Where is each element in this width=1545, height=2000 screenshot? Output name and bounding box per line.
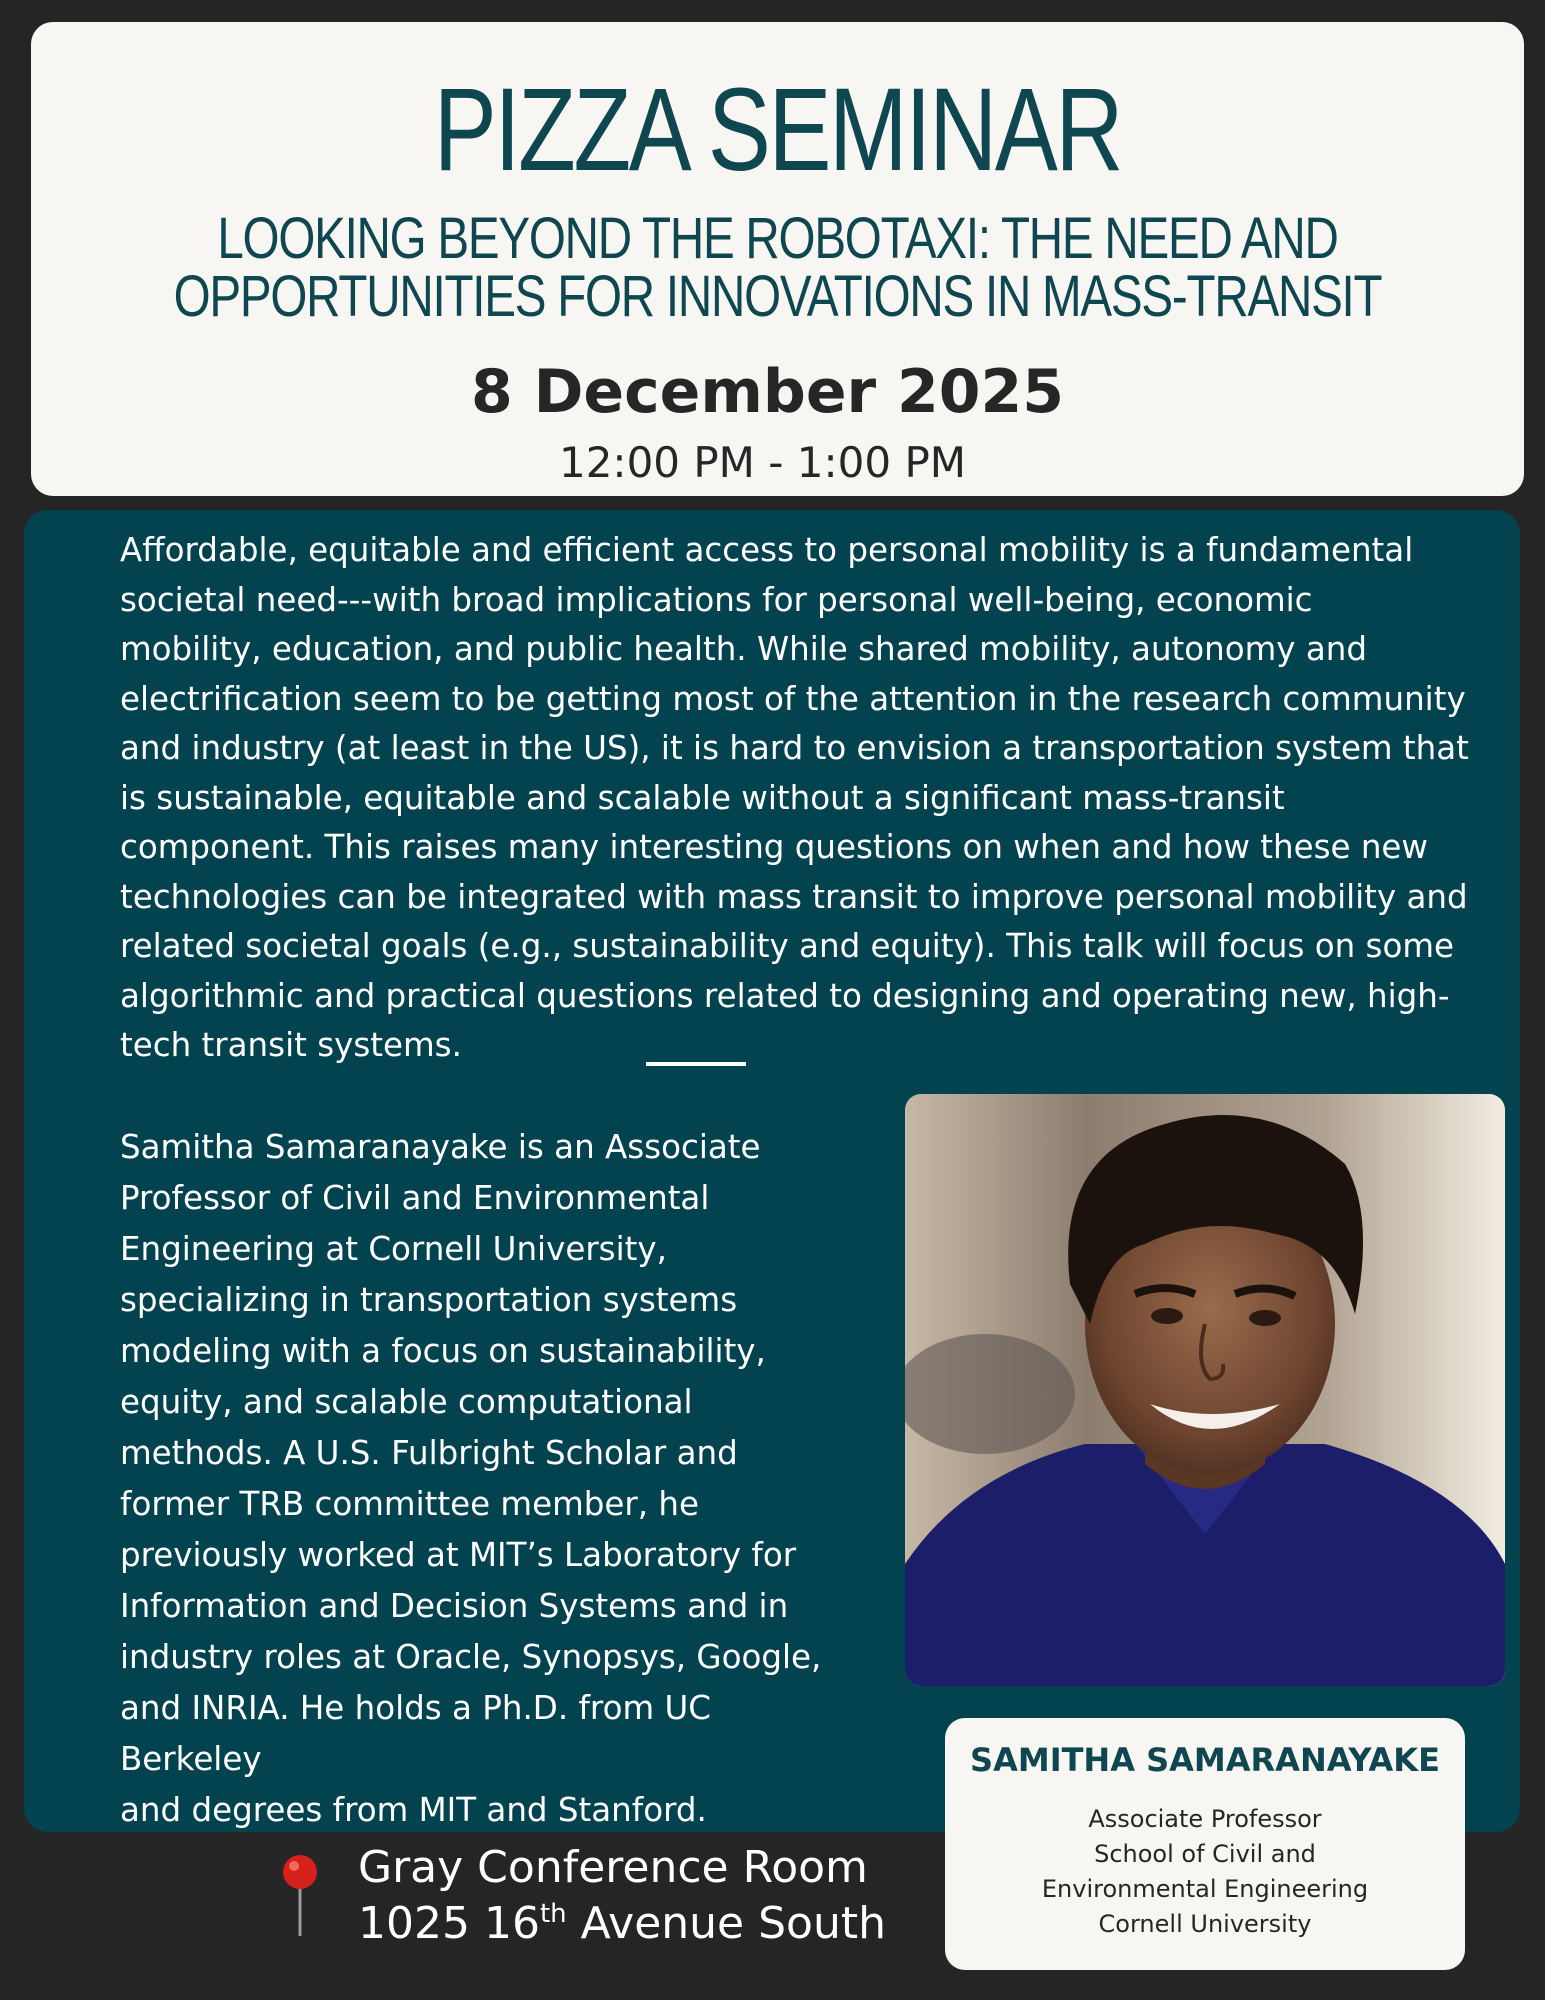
speaker-affiliation	[945, 1802, 1465, 1942]
event-date: 8 December 2025	[470, 357, 1065, 427]
speaker-name: SAMITHA SAMARANAYAKE	[970, 1741, 1440, 1779]
abstract-line: algorithmic and practical questions related to designing and operating new, high-	[120, 976, 1450, 1015]
bio-line: and INRIA. He holds a Ph.D. from UC Berkeley	[120, 1689, 711, 1778]
abstract-line: mobility, education, and public health. While shared mobility, autonomy and	[120, 630, 1368, 668]
abstract-paragraph	[120, 526, 1520, 1071]
talk-title	[165, 206, 1389, 329]
map-pin-icon	[280, 1852, 320, 1938]
speaker-card	[945, 1718, 1465, 1970]
bio-line: industry roles at Oracle, Synopsys, Google,	[120, 1638, 822, 1676]
abstract-line: technologies can be integrated with mass transit to improve personal mobility and	[120, 877, 1468, 916]
affiliation-line: Associate Professor	[1088, 1805, 1322, 1833]
room-name: Gray Conference Room	[358, 1842, 868, 1893]
bio-line: modeling with a focus on sustainability,	[120, 1332, 766, 1370]
bio-line: equity, and scalable computational	[120, 1383, 693, 1421]
street-number: 1025 16	[358, 1898, 540, 1949]
abstract-line: related societal goals (e.g., sustainability and equity). This talk will focus on some	[120, 927, 1455, 965]
talk-title-line-2: OPPORTUNITIES FOR INNOVATIONS IN MASS-TRANSIT	[173, 264, 1382, 329]
street-address	[358, 1896, 886, 1952]
header-card	[31, 22, 1524, 496]
affiliation-line: Environmental Engineering	[1041, 1875, 1369, 1903]
bio-line: previously worked at MIT’s Laboratory for	[120, 1536, 797, 1574]
seminar-title: PIZZA SEMINAR	[433, 64, 1122, 196]
speaker-bio	[120, 1122, 840, 1836]
abstract-line: Affordable, equitable and efficient access to personal mobility is a fundamental	[120, 531, 1414, 569]
bio-line: Engineering at Cornell University,	[120, 1230, 667, 1268]
speaker-photo	[905, 1094, 1505, 1686]
bio-line: specializing in transportation systems	[120, 1281, 738, 1319]
abstract-line: societal need---with broad implications for personal well-being, economic	[120, 580, 1313, 619]
affiliation-line: Cornell University	[1098, 1910, 1312, 1938]
talk-title-line-1: LOOKING BEYOND THE ROBOTAXI: THE NEED AND	[217, 206, 1338, 271]
bio-line: former TRB committee member, he	[120, 1485, 699, 1523]
ordinal-suffix: th	[539, 1899, 567, 1929]
abstract-line: tech transit systems.	[120, 1026, 462, 1064]
location-text	[358, 1840, 886, 1952]
bio-line: Professor of Civil and Environmental	[120, 1179, 710, 1217]
abstract-line: is sustainable, equitable and scalable without a significant mass-transit	[120, 778, 1285, 817]
abstract-line: component. This raises many interesting questions on when and how these new	[120, 828, 1428, 866]
affiliation-line: School of Civil and	[1094, 1840, 1316, 1868]
section-divider	[646, 1062, 746, 1066]
abstract-line: electrification seem to be getting most of the attention in the research community	[120, 679, 1466, 718]
abstract-line: and industry (at least in the US), it is hard to envision a transportation system that	[120, 729, 1469, 767]
bio-line: methods. A U.S. Fulbright Scholar and	[120, 1434, 738, 1472]
bio-line: and degrees from MIT and Stanford.	[120, 1791, 707, 1829]
event-time: 12:00 PM - 1:00 PM	[558, 438, 967, 487]
portrait-illustration	[905, 1094, 1505, 1686]
bio-line: Samitha Samaranayake is an Associate	[120, 1128, 761, 1166]
street-name: Avenue South	[566, 1898, 886, 1949]
bio-line: Information and Decision Systems and in	[120, 1587, 789, 1625]
